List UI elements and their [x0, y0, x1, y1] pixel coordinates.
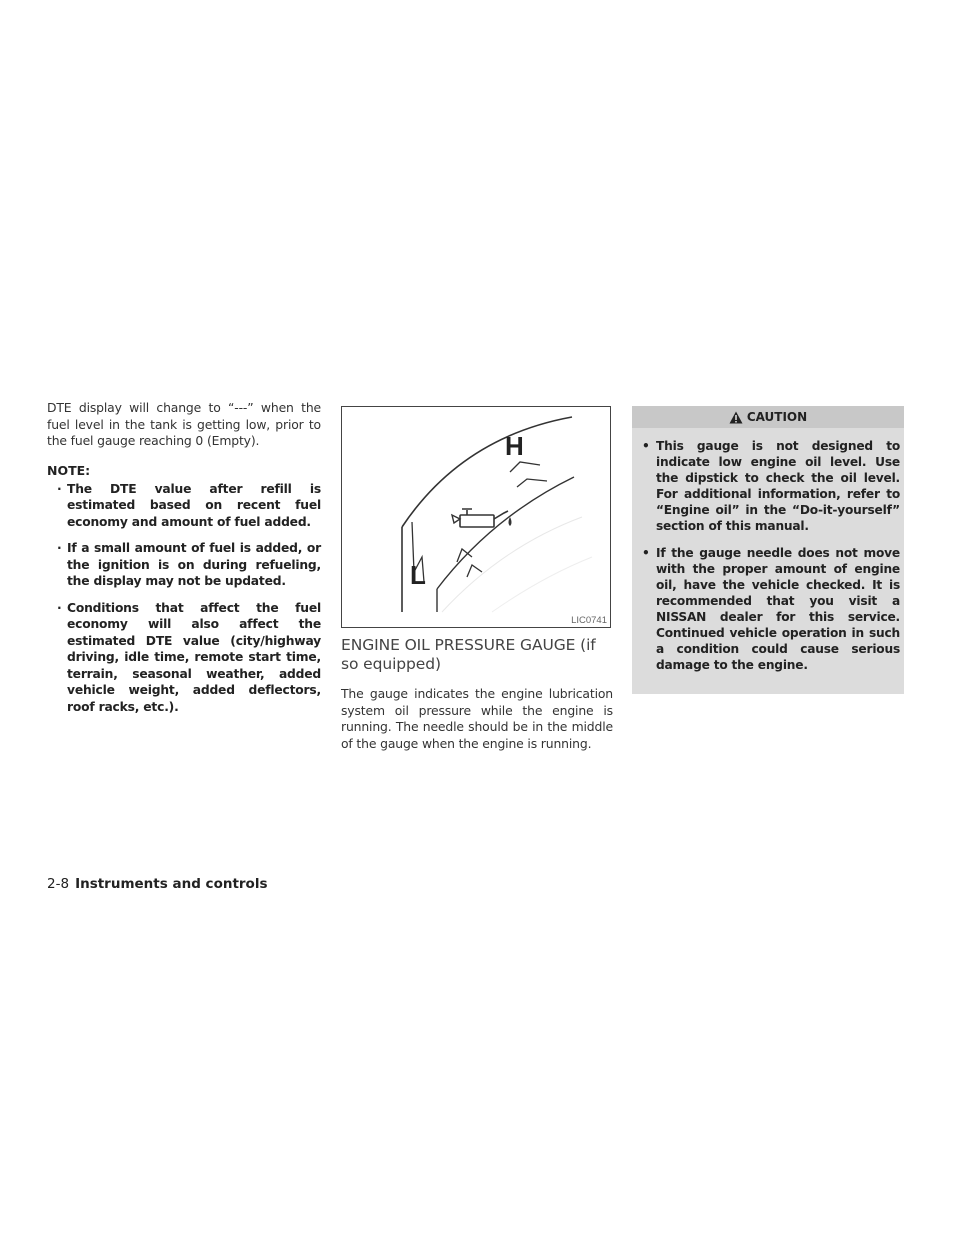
oil-can-icon [452, 509, 512, 527]
page-footer [47, 876, 268, 892]
note-item: · Conditions that affect the fuel economy will also affect the estimated DTE value (city/highway driving, idle time, remote start time, terrain, seasonal weather, added vehicle weight, added deflectors, roof racks, etc.). [57, 600, 321, 714]
caution-box [632, 406, 904, 694]
note-list [47, 481, 321, 716]
oil-pressure-gauge-illustration [342, 407, 610, 627]
chapter-title: Instruments and controls [75, 876, 268, 892]
right-column [632, 400, 904, 694]
left-column [47, 400, 321, 725]
caution-list [632, 428, 904, 673]
note-heading: NOTE: [47, 462, 91, 478]
caution-header [632, 406, 904, 428]
gauge-low-label: L [410, 560, 426, 590]
caution-title: CAUTION [746, 410, 808, 424]
caution-item: • If the gauge needle does not move with the proper amount of engine oil, have the vehicle checked. It is recommended that you visit a NISSAN dealer for this service. Continued vehicle operation in such a condition could cause serious damage to the engine. [642, 546, 900, 672]
warning-triangle-icon [729, 411, 743, 424]
oil-gauge-description: The gauge indicates the engine lubrication system oil pressure while the engine is running. The needle should be in the middle of the gauge when the engine is running. [341, 686, 613, 751]
figure-code: LIC0741 [571, 615, 607, 626]
section-title: ENGINE OIL PRESSURE GAUGE (if so equipped) [341, 636, 596, 673]
caution-item: • This gauge is not designed to indicate low engine oil level. Use the dipstick to check the oil level. For additional information, refer to “Engine oil” in the “Do-it-yourself” section of this manual. [642, 439, 900, 533]
note-item: · If a small amount of fuel is added, or the ignition is on during refueling, the display may not be updated. [57, 541, 321, 588]
gauge-high-label: H [505, 431, 524, 461]
note-item: · The DTE value after refill is estimated based on recent fuel economy and amount of fuel added. [57, 481, 321, 529]
middle-column [341, 400, 613, 752]
oil-pressure-gauge-figure [341, 406, 611, 628]
dte-intro-paragraph: DTE display will change to “---” when the fuel level in the tank is getting low, prior to the fuel gauge reaching 0 (Empty). [47, 400, 321, 448]
page-number: 2-8 [47, 876, 70, 892]
